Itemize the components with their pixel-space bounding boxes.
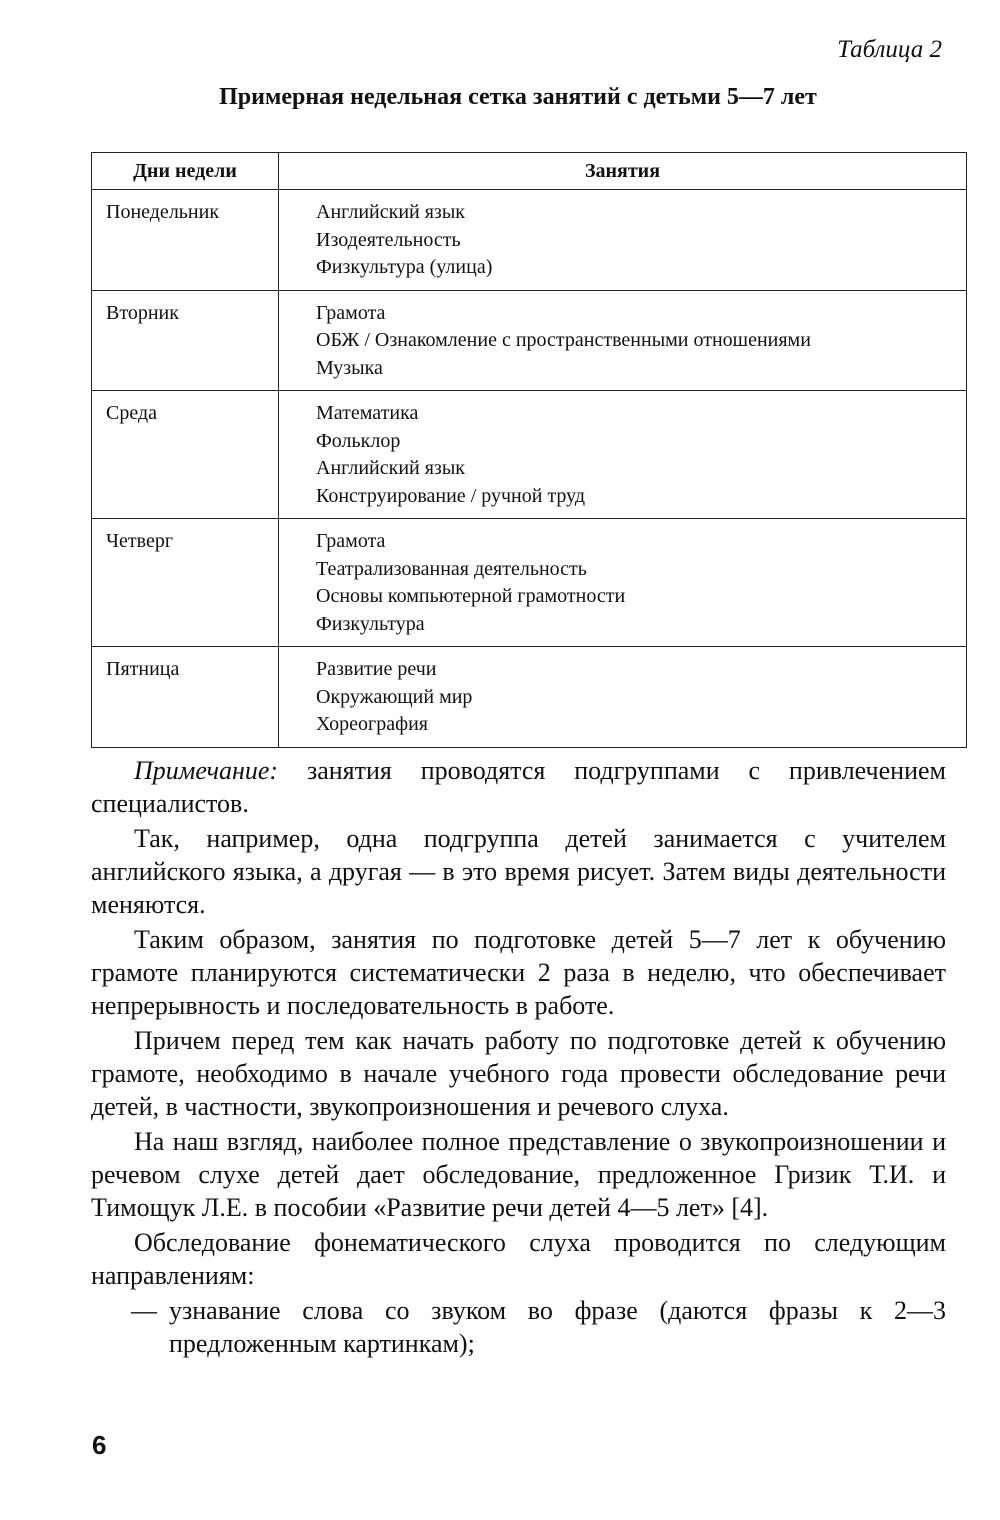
table-title: Примерная недельная сетка занятий с детьми 5—7 лет [219, 84, 817, 110]
activity-item: Театрализованная деятельность [316, 557, 587, 580]
list-item-text: узнавание слова со звуком во фразе (даются фразы к 2—3 предложенным картинкам); [169, 1296, 946, 1358]
activity-item: Английский язык [316, 457, 465, 479]
note-paragraph [91, 754, 946, 820]
activities-cell [279, 290, 967, 391]
day-cell [92, 190, 279, 291]
activity-item: Физкультура [316, 612, 425, 635]
note-text: занятия проводятся подгруппами с привлечением специалистов. [91, 756, 946, 818]
day-label: Вторник [106, 301, 179, 324]
activity-item: Английский язык [316, 201, 465, 223]
table-row [92, 647, 967, 748]
table-body [92, 190, 967, 748]
activity-item: Грамота [316, 530, 386, 552]
list-dash: — [131, 1296, 157, 1325]
paragraph: Обследование фонематического слуха проводится по следующим направлениям: [91, 1228, 946, 1290]
day-label: Понедельник [106, 201, 220, 223]
activity-item: Математика [316, 402, 419, 424]
paragraph: На наш взгляд, наиболее полное представление о звукопроизношении и речевом слухе детей дает обследование, предложенное Гризик Т.И. и Тимощук Л.Е. в пособии «Развитие речи детей 4—5 лет» [4]. [91, 1127, 946, 1222]
table-header-row [92, 153, 967, 190]
table-label: Таблица 2 [837, 36, 942, 63]
paragraph: Причем перед тем как начать работу по подготовке детей к обучению грамоте, необходимо в начале учебного года провести обследование речи детей, в частности, звукопроизношения и речевого слуха. [91, 1026, 946, 1121]
paragraph: Так, например, одна подгруппа детей занимается с учителем английского языка, а другая — в это время рисует. Затем виды деятельности меняются. [91, 824, 946, 919]
day-cell [92, 391, 279, 519]
activity-item: Основы компьютерной грамотности [316, 585, 626, 607]
table-row [92, 391, 967, 519]
activity-item: ОБЖ / Ознакомление с пространственными отношениями [316, 329, 811, 351]
day-label: Среда [106, 402, 158, 424]
activities-cell [279, 647, 967, 748]
activities-cell [279, 190, 967, 291]
table-row [92, 190, 967, 291]
schedule-table [91, 152, 967, 748]
day-label: Пятница [106, 658, 180, 680]
activities-cell [279, 519, 967, 647]
table-row [92, 519, 967, 647]
activity-item: Окружающий мир [316, 685, 473, 708]
activity-item: Музыка [316, 356, 383, 379]
day-cell [92, 519, 279, 647]
page-number: 6 [92, 1430, 107, 1460]
activities-cell [279, 391, 967, 519]
activity-item: Физкультура (улица) [316, 256, 493, 278]
activity-item: Конструирование / ручной труд [316, 484, 586, 507]
activity-item: Хореография [316, 713, 429, 735]
activity-item: Грамота [316, 301, 386, 324]
activity-item: Развитие речи [316, 658, 437, 680]
note-label: Примечание: [134, 756, 279, 785]
day-label: Четверг [106, 530, 174, 552]
day-cell [92, 290, 279, 391]
activity-item: Изодеятельность [316, 228, 461, 251]
activity-item: Фольклор [316, 429, 401, 452]
table-row [92, 290, 967, 391]
day-cell [92, 647, 279, 748]
header-activities: Занятия [279, 153, 967, 190]
list-item [131, 1294, 946, 1360]
header-days: Дни недели [92, 153, 279, 190]
body-text [91, 754, 946, 1360]
paragraph: Таким образом, занятия по подготовке детей 5—7 лет к обучению грамоте планируются систематически 2 раза в неделю, что обеспечивает непрерывность и последовательность в работе. [91, 925, 946, 1020]
